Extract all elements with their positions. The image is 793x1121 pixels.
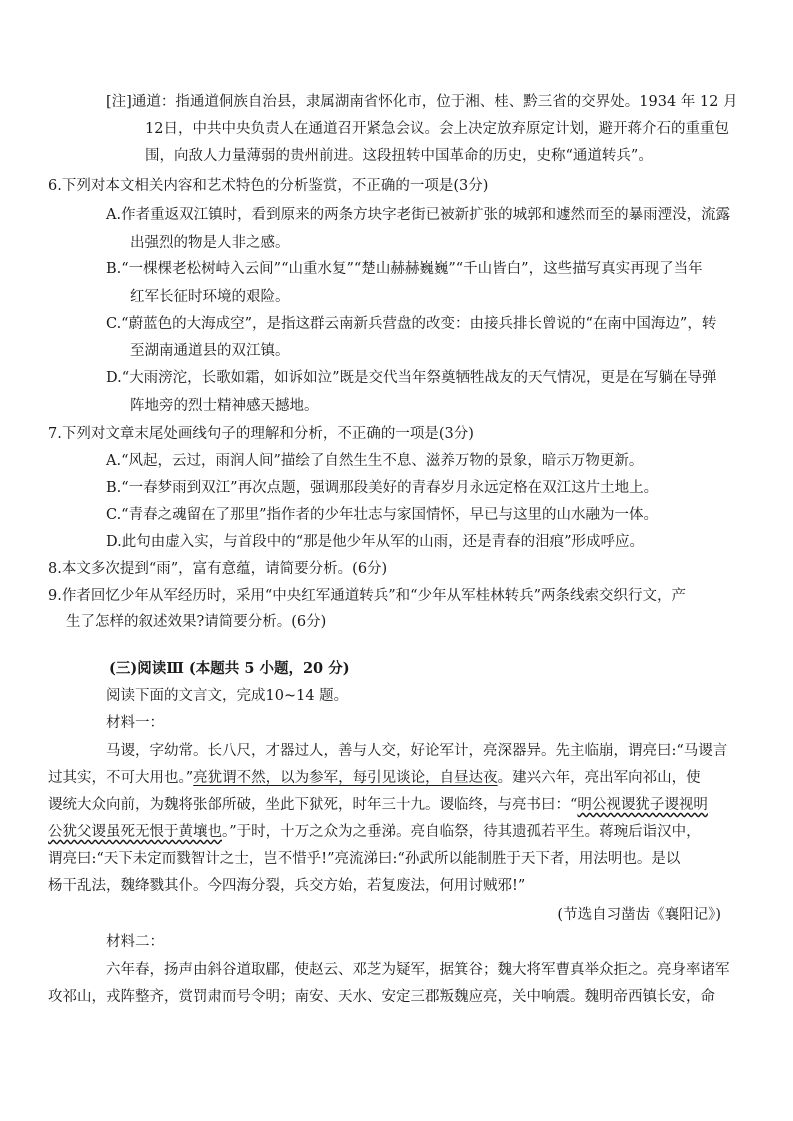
q6-option-d-line-1: D.“大雨滂沱，长歌如霜，如诉如泣”既是交代当年祭奠牺牲战友的天气情况，更是在写躺在导弹 [106, 370, 717, 386]
q6-option-c-line-2: 至湖南通道县的双江镇。 [130, 343, 290, 359]
note-line-1: [注]通道：指通道侗族自治县，隶属湖南省怀化市，位于湘、桂、黔三省的交界处。1934 年 12 月 [106, 94, 738, 110]
underlined-sentence: 亮犹谓不然，以为参军，每引见谈论，自昼达夜 [193, 770, 498, 786]
material-1-line-2-post: 。建兴六年，亮出军向祁山，使 [497, 770, 701, 786]
q6-option-c-line-1: C.“蔚蓝色的大海成空”，是指这群云南新兵营盘的改变：由接兵排长曾说的“在南中国海边”，转 [106, 316, 717, 332]
q7-stem: 7.下列对文章末尾处画线句子的理解和分析，不正确的一项是(3分) [48, 426, 474, 442]
material-1-line-2-pre: 过其实，不可大用也。” [48, 770, 194, 786]
q6-option-b-line-2: 红军长征时环境的艰险。 [130, 289, 290, 305]
q9-line-2: 生了怎样的叙述效果?请简要分析。(6分) [66, 614, 327, 630]
wavy-underlined-sentence-part-2: 公犹父谡虽死无恨于黄壤也 [48, 824, 222, 840]
material-1-line-2 [48, 768, 701, 788]
q6-option-a-line-1: A.作者重返双江镇时，看到原来的两条方块字老街已被新扩张的城郭和遽然而至的暴雨湮没，流露 [106, 207, 731, 223]
material-2-label: 材料二： [106, 934, 164, 950]
q6-option-b-line-1: B.“一棵棵老松树峙入云间”“山重水复”“楚山赫赫巍巍”“千山皆白”，这些描写真实再现了当年 [106, 261, 703, 277]
q7-option-c: C.“青春之魂留在了那里”指作者的少年壮志与家国情怀，早已与这里的山水融为一体。 [106, 507, 659, 523]
q9-line-1: 9.作者回忆少年从军经历时，采用“中央红军通道转兵”和“少年从军桂林转兵”两条线索交织行文，产 [48, 588, 686, 604]
q8: 8.本文多次提到“雨”，富有意蕴，请简要分析。(6分) [48, 561, 388, 577]
material-1-label: 材料一： [106, 715, 164, 731]
q6-stem: 6.下列对本文相关内容和艺术特色的分析鉴赏，不正确的一项是(3分) [48, 178, 489, 194]
q6-option-d-line-2: 阵地旁的烈士精神感天撼地。 [130, 398, 319, 414]
material-1-source: (节选自习凿齿《襄阳记》) [557, 907, 721, 923]
q7-option-a: A.“风起，云过，雨润人间”描绘了自然生生不息、滋养万物的景象，暗示万物更新。 [106, 453, 644, 469]
material-1-line-4-post: 。”于时，十万之众为之垂涕。亮自临祭，待其遗孤若平生。蒋琬后诣汉中， [222, 824, 701, 840]
note-line-3: 围，向敌人力量薄弱的贵州前进。这段扭转中国革命的历史，史称“通道转兵”。 [145, 148, 653, 164]
material-1-line-6: 杨干乱法，魏绛戮其仆。今四海分裂，兵交方始，若复废法，何用讨贼邪!” [48, 878, 526, 894]
section-heading: (三)阅读Ⅲ (本题共 5 小题，20 分) [109, 660, 350, 677]
material-2-line-2: 攻祁山，戎阵整齐，赏罚肃而号令明；南安、天水、安定三郡叛魏应亮，关中响震。魏明帝西镇长安，命 [48, 989, 715, 1005]
section-instruction: 阅读下面的文言文，完成10~14 题。 [106, 688, 349, 704]
material-1-line-5: 谓亮曰:“天下未定而戮智计之士，岂不惜乎!”亮流涕曰:“孙武所以能制胜于天下者，用法明也。是以 [48, 851, 681, 867]
q7-option-b: B.“一春梦雨到双江”再次点题，强调那段美好的青春岁月永远定格在双江这片土地上。 [106, 480, 659, 496]
q6-option-a-line-2: 出强烈的物是人非之感。 [130, 235, 290, 251]
note-line-2: 12日，中共中央负责人在通道召开紧急会议。会上决定放弃原定计划，避开蒋介石的重重包 [145, 121, 729, 137]
wavy-underlined-sentence-part-1: 明公视谡犹子谡视明 [577, 797, 708, 813]
material-1-line-1: 马谡，字幼常。长八尺，才器过人，善与人交，好论军计，亮深器异。先主临崩，谓亮曰:“马谡言 [106, 743, 728, 759]
q7-option-d: D.此句由虚入实，与首段中的“那是他少年从军的山雨，还是青春的泪痕”形成呼应。 [106, 534, 645, 550]
material-1-line-3 [48, 795, 708, 815]
material-2-line-1: 六年春，扬声由斜谷道取郿，使赵云、邓芝为疑军，据箕谷；魏大将军曹真举众拒之。亮身率诸军 [106, 962, 730, 978]
material-1-line-3-pre: 谡统大众向前，为魏将张郃所破，坐此下狱死，时年三十九。谡临终，与亮书曰：“ [48, 797, 578, 813]
material-1-line-4 [48, 822, 701, 842]
